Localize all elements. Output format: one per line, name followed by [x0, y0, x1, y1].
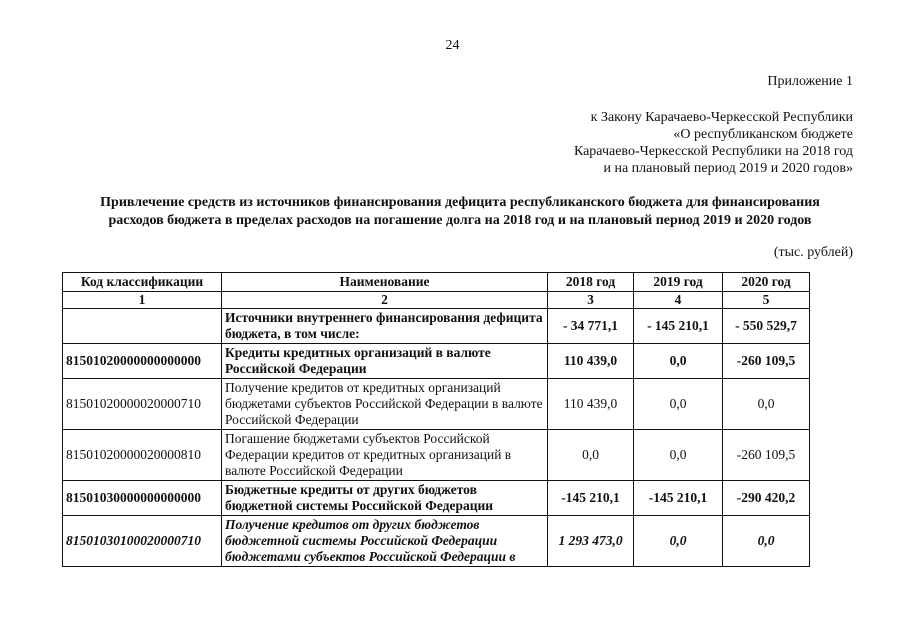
header-2018: 2018 год: [548, 273, 634, 292]
row-value-2020: 0,0: [723, 516, 810, 567]
header-2019: 2019 год: [634, 273, 723, 292]
table-row: [63, 379, 810, 430]
table-row: [63, 481, 810, 516]
document-title-line: Привлечение средств из источников финансирования дефицита республиканского бюджета для финансирования: [100, 195, 820, 210]
row-name: Бюджетные кредиты от других бюджетов бюджетной системы Российской Федерации: [222, 481, 548, 516]
row-value-2019: -145 210,1: [634, 481, 723, 516]
row-code: 81501030000000000000: [63, 481, 222, 516]
row-name: Погашение бюджетами субъектов Российской Федерации кредитов от кредитных организаций в валюте Российской Федерации: [222, 430, 548, 481]
row-value-2020: -290 420,2: [723, 481, 810, 516]
row-value-2020: -260 109,5: [723, 430, 810, 481]
row-value-2019: 0,0: [634, 379, 723, 430]
header-2020: 2020 год: [723, 273, 810, 292]
header-name: Наименование: [222, 273, 548, 292]
row-code: 81501020000020000710: [63, 379, 222, 430]
row-value-2018: 110 439,0: [548, 344, 634, 379]
document-title: [40, 194, 880, 230]
law-reference-line: к Закону Карачаево-Черкесской Республики: [590, 110, 853, 125]
column-number-row: [63, 292, 810, 309]
row-value-2018: 1 293 473,0: [548, 516, 634, 567]
law-reference-line: и на плановый период 2019 и 2020 годов»: [603, 161, 853, 176]
column-number: 1: [63, 292, 222, 309]
table-row: [63, 344, 810, 379]
table-row: [63, 309, 810, 344]
row-value-2020: 0,0: [723, 379, 810, 430]
column-number: 5: [723, 292, 810, 309]
row-code: [63, 309, 222, 344]
table-header-row: [63, 273, 810, 292]
header-code: Код классификации: [63, 273, 222, 292]
row-value-2019: 0,0: [634, 344, 723, 379]
row-code: 81501020000000000000: [63, 344, 222, 379]
row-code: 81501020000020000810: [63, 430, 222, 481]
row-name: Источники внутреннего финансирования дефицита бюджета, в том числе:: [222, 309, 548, 344]
law-reference-line: «О республиканском бюджете: [673, 127, 853, 142]
row-value-2018: - 34 771,1: [548, 309, 634, 344]
law-reference: [574, 109, 853, 177]
document-title-line: расходов бюджета в пределах расходов на погашение долга на 2018 год и на плановый период 2019 и 2020 годов: [108, 213, 812, 228]
row-name: Получение кредитов от других бюджетов бюджетной системы Российской Федерации бюджетами субъектов Российской Федерации в: [222, 516, 548, 567]
units-label: (тыс. рублей): [773, 245, 853, 260]
table-row: [63, 516, 810, 567]
row-name: Кредиты кредитных организаций в валюте Российской Федерации: [222, 344, 548, 379]
row-name: Получение кредитов от кредитных организаций бюджетами субъектов Российской Федерации в валюте Российской Федерации: [222, 379, 548, 430]
row-value-2018: 110 439,0: [548, 379, 634, 430]
row-value-2018: -145 210,1: [548, 481, 634, 516]
row-value-2019: 0,0: [634, 430, 723, 481]
row-value-2018: 0,0: [548, 430, 634, 481]
page-number: 24: [445, 38, 460, 53]
row-value-2019: - 145 210,1: [634, 309, 723, 344]
law-reference-line: Карачаево-Черкесской Республики на 2018 год: [573, 144, 853, 159]
row-value-2019: 0,0: [634, 516, 723, 567]
column-number: 4: [634, 292, 723, 309]
table-row: [63, 430, 810, 481]
row-value-2020: - 550 529,7: [723, 309, 810, 344]
row-value-2020: -260 109,5: [723, 344, 810, 379]
budget-sources-table: [62, 272, 810, 567]
appendix-label: Приложение 1: [767, 74, 853, 89]
row-code: 81501030100020000710: [63, 516, 222, 567]
column-number: 2: [222, 292, 548, 309]
column-number: 3: [548, 292, 634, 309]
